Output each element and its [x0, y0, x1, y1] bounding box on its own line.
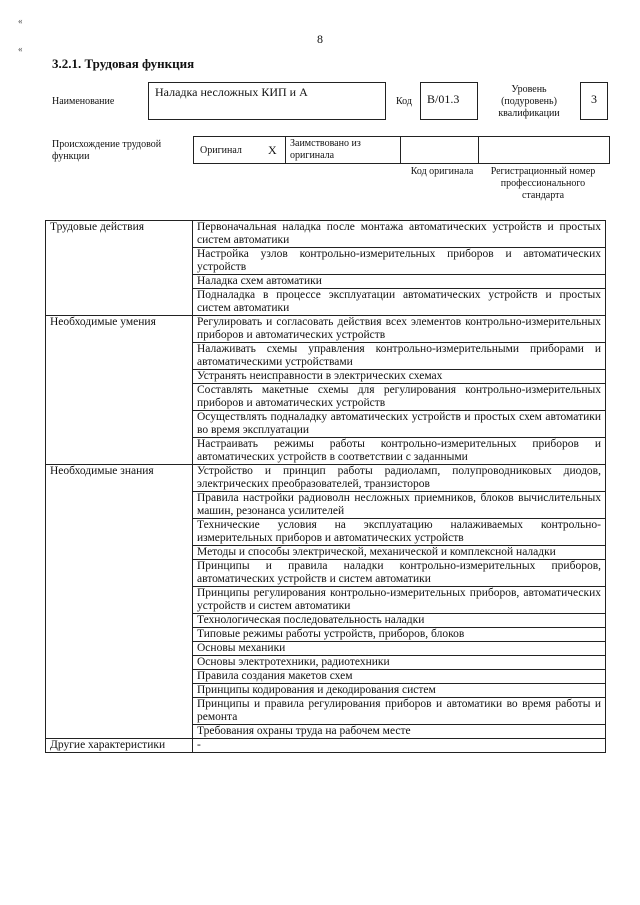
table-row	[46, 465, 606, 492]
origin-label: Происхождение трудовой функции	[52, 139, 162, 162]
item-cell: Подналадка в процессе эксплуатации автоматических устройств и простых систем автоматики	[193, 289, 606, 316]
category-cell: Трудовые действия	[46, 221, 193, 316]
item-cell: Составлять макетные схемы для регулирования контрольно-измерительных приборов и автоматических устройств	[193, 384, 606, 411]
item-cell: Принципы кодирования и декодирования систем	[193, 684, 606, 698]
borrowed-label: Заимствовано из оригинала	[290, 138, 361, 161]
category-cell: Другие характеристики	[46, 739, 193, 753]
original-label: Оригинал	[200, 145, 242, 156]
origin-divider	[400, 137, 401, 163]
item-cell: Первоначальная наладка после монтажа автоматических устройств и простых систем автоматики	[193, 221, 606, 248]
item-cell: Устройство и принцип работы радиоламп, полупроводниковых диодов, электрических преобразователей, транзисторов	[193, 465, 606, 492]
margin-mark: «	[18, 16, 23, 26]
code-caption: Код оригинала	[410, 166, 474, 177]
origin-box	[193, 136, 610, 164]
item-cell: Настраивать режимы работы контрольно-измерительных приборов и автоматических устройств в соответствии с заданными	[193, 438, 606, 465]
level-label: Уровень (подуровень) квалификации	[498, 84, 560, 119]
name-value: Наладка несложных КИП и А	[155, 85, 308, 99]
margin-mark: «	[18, 44, 23, 54]
table-row	[46, 316, 606, 343]
item-cell: Устранять неисправности в электрических схемах	[193, 370, 606, 384]
item-cell: Принципы и правила регулирования приборов и автоматики во время работы и ремонта	[193, 698, 606, 725]
origin-divider	[478, 137, 479, 163]
item-cell: Технические условия на эксплуатацию налаживаемых контрольно-измерительных приборов и автоматических устройств	[193, 519, 606, 546]
item-cell: Основы механики	[193, 642, 606, 656]
labor-function-table	[45, 220, 606, 753]
item-cell: Требования охраны труда на рабочем месте	[193, 725, 606, 739]
code-value-box	[420, 82, 478, 120]
table-row	[46, 739, 606, 753]
item-cell: Технологическая последовательность наладки	[193, 614, 606, 628]
origin-divider	[285, 137, 286, 163]
item-cell: Налаживать схемы управления контрольно-измерительными приборами и автоматическими устройствами	[193, 343, 606, 370]
item-cell: Правила создания макетов схем	[193, 670, 606, 684]
item-cell: Методы и способы электрической, механической и комплексной наладки	[193, 546, 606, 560]
name-value-box	[148, 82, 386, 120]
item-cell: Типовые режимы работы устройств, приборов, блоков	[193, 628, 606, 642]
item-cell: Правила настройки радиоволн несложных приемников, блоков вычислительных машин, резонанса усилителей	[193, 492, 606, 519]
table-row	[46, 221, 606, 248]
code-label: Код	[396, 96, 412, 107]
code-value: B/01.3	[427, 92, 460, 106]
level-value-box	[580, 82, 608, 120]
original-mark: X	[268, 143, 277, 157]
page-number: 8	[317, 32, 323, 46]
item-cell: Настройка узлов контрольно-измерительных приборов и автоматических устройств	[193, 248, 606, 275]
item-cell: Осуществлять подналадку автоматических устройств и простых схем автоматики во время эксплуатации	[193, 411, 606, 438]
item-cell: Наладка схем автоматики	[193, 275, 606, 289]
category-cell: Необходимые знания	[46, 465, 193, 739]
item-cell: Регулировать и согласовать действия всех элементов контрольно-измерительных приборов и автоматических устройств	[193, 316, 606, 343]
category-cell: Необходимые умения	[46, 316, 193, 465]
item-cell: -	[193, 739, 606, 753]
name-label: Наименование	[52, 96, 115, 107]
reg-caption: Регистрационный номер профессионального стандарта	[490, 166, 596, 201]
item-cell: Основы электротехники, радиотехники	[193, 656, 606, 670]
section-title: 3.2.1. Трудовая функция	[52, 56, 195, 71]
item-cell: Принципы регулирования контрольно-измерительных приборов, автоматических устройств и систем автоматики	[193, 587, 606, 614]
item-cell: Принципы и правила наладки контрольно-измерительных приборов, автоматических устройств и систем автоматики	[193, 560, 606, 587]
level-value: 3	[591, 92, 597, 106]
